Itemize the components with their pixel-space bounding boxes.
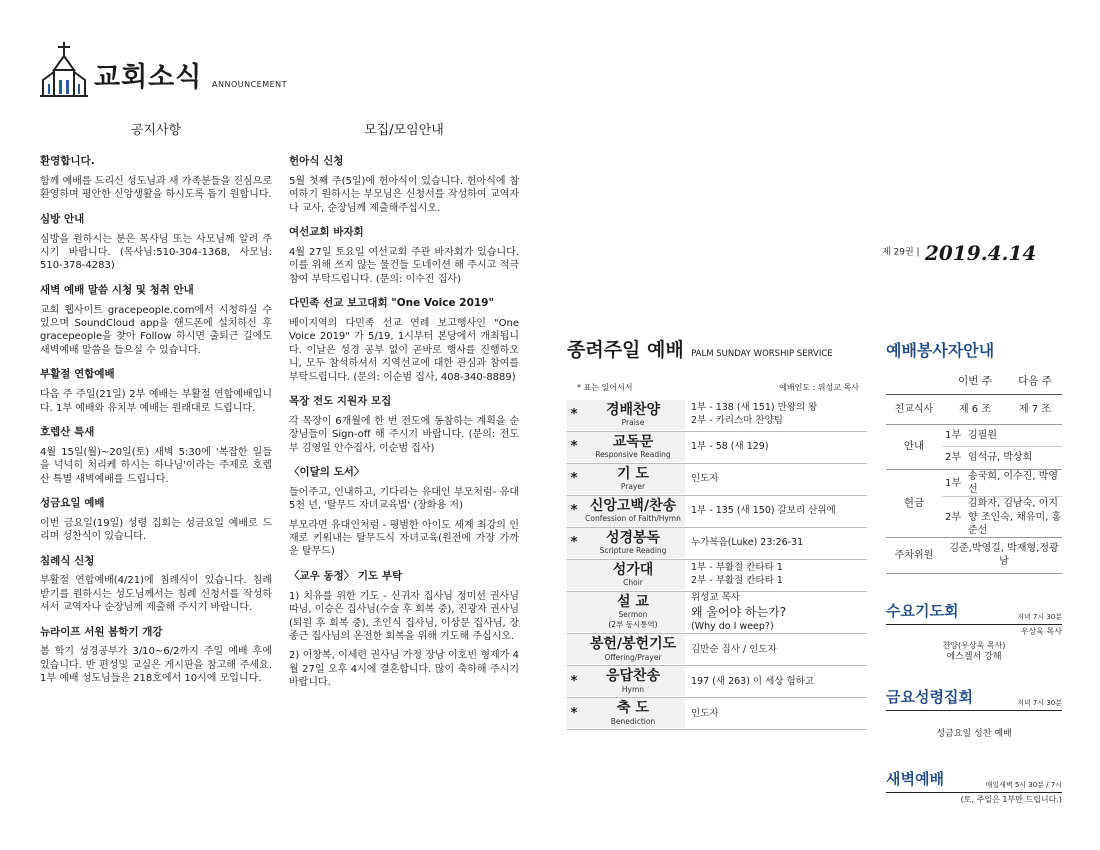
order-name: 응답찬송 [605,668,661,685]
staff-label: 주차위원 [894,549,934,561]
order-eng: Confession of Faith/Hymn [585,513,681,523]
notice-item [40,497,272,544]
order-detail: 2부 - 카리스마 찬양팀 [691,415,783,427]
notice-title: 호렙산 특새 [40,425,95,438]
order-name: 신앙고백/찬송 [589,497,677,514]
order-detail: 김만순 집사 / 인도자 [691,643,777,655]
worship-row [567,698,867,730]
worship-subtitle: PALM SUNDAY WORSHIP SERVICE [691,349,833,359]
order-detail: 위성교 목사 [691,591,740,603]
stand-marker: * [570,535,578,551]
staff-row-parking [886,538,1062,574]
recruit-body: 4월 27일 토요일 여선교회 주관 바자회가 있습니다. 이를 위해 쓰지 않는 물건들 도네이션 해 주시고 적극 참여 부탁드립니다. (문의: 이수진 집사) [289,247,519,285]
order-eng: Benediction [610,716,656,726]
col-next-week: 다음 주 [1018,375,1052,388]
stand-marker: * [570,503,578,519]
recruit-item [289,395,519,455]
stand-marker: * [570,407,578,423]
staff-value: 송국희, 이수진, 박영선 [968,470,1058,496]
staff-row-offering [886,470,1062,538]
staff-value: 제 6 조 [958,403,992,415]
notice-body: 다음 주 주일(21일) 2부 예배는 부활절 연합예배입니다. 1부 예배와 유치부 예배는 원래대로 드립니다. [40,389,272,414]
order-eng: Choir [623,577,643,587]
recruit-body: 1) 치유를 위한 기도 - 신귀자 집사님 정미선 권사님 따님, 이승은 집사님(수술 후 회복 중), 진광자 권사님(퇴원 후 회복 중), 조인식 집사님, 이상문 집사님, 장종근 집사님의 온전한 회복을 위해 기도해 주십시오. 2) 이창복, 이세련 권사님 가정 장남 이호빈 형제가 4월 27일 오후 4시에 결혼합니다. 많이 축하해 주시기 바랍니다. [289,590,519,689]
worship-title: 종려주일 예배 [567,339,684,361]
worship-row [567,496,867,528]
notice-item [40,368,272,415]
recruit-title: 여선교회 바자회 [289,226,364,239]
meeting-line: 에스겔서 강해 [946,651,1002,662]
order-name: 교독문 [612,433,654,450]
order-detail: 1부 - 135 (새 150) 갈보리 산위에 [691,504,836,516]
order-name: 성가대 [612,561,654,578]
recruit-item [289,297,519,384]
worship-row [567,400,867,432]
meeting-note: (토, 주일은 1부만 드립니다.) [960,794,1062,804]
worship-row [567,432,867,464]
worship-table [567,400,867,731]
notice-item [40,213,272,273]
issue-info [882,240,1052,266]
order-eng: Hymn [621,684,645,694]
notice-body: 함께 예배를 드리신 성도님과 새 가족분들을 진심으로 환영하며 평안한 신앙생활을 하시도록 돕기 원합니다. [40,176,272,201]
notice-body: 부활절 연합예배(4/21)에 침례식이 있습니다. 침례 받기를 원하시는 성도님께서는 침례 신청서를 작성하셔서 교역자나 순장님께 제출해 주시기 바랍니다. [40,575,272,614]
notice-item [40,626,272,686]
recruit-item [289,155,519,215]
col-this-week: 이번 주 [958,375,992,388]
issue-date: 2019.4.14 [924,241,1037,265]
church-icon [40,40,88,98]
recruit-title: 〈교우 동정〉 기도 부탁 [289,569,403,582]
worship-row [567,560,867,592]
stand-marker: * [570,471,578,487]
order-detail: 197 (새 263) 이 세상 험하고 [691,675,815,687]
order-detail: 인도자 [691,472,719,484]
standing-note: * 표는 일어서서 [577,383,633,393]
meeting-time: 저녁 7시 30분 [1017,698,1062,707]
staff-value: 김필원 [968,429,997,441]
notice-title: 뉴라이프 서원 봄학기 개강 [40,625,163,638]
worship-row [567,666,867,698]
meeting-time: 저녁 7시 30분 [1017,612,1062,621]
order-detail: (Why do I weep?) [691,620,774,632]
order-detail: 1부 - 138 (새 151) 만왕의 왕 [691,402,818,414]
recruit-item [289,226,519,286]
meeting-line: 찬양(우상욱 목사) [942,641,1006,651]
order-name: 봉헌/봉헌기도 [589,636,677,653]
notice-title: 환영합니다. [40,155,95,168]
meeting-time: 매일새벽 5시 30분 / 7시 [985,780,1062,789]
notice-body: 심방을 원하시는 분은 목사님 또는 사모님께 알려 주시기 바랍니다. (목사님:510-304-1368, 사모님: 510-378-4283) [40,233,272,272]
recruit-item [289,466,519,559]
worship-row [567,592,867,635]
order-detail: 누가복음(Luke) 23:26-31 [691,536,804,548]
order-name: 축 도 [617,700,649,717]
recruit-body: 들어주고, 인내하고, 기다리는 유대인 부모처럼- 유대 5천 년, '탈무드 자녀교육법' (장화용 저) 부모라면 유대인처럼 - 평범한 아이도 세계 최강의 인재로 키워내는 탈무드식 자녀교육(원전에 가장 가까운 탈무드) [289,486,519,558]
order-eng: Sermon [618,609,648,619]
staff-row-usher [886,425,1062,470]
order-detail: 1부 - 58 (새 129) [691,440,769,452]
stand-marker: * [570,673,578,689]
meeting-title: 금요성령집회 [886,688,973,706]
staff-label: 헌금 [903,496,925,509]
order-name: 설 교 [617,593,649,610]
staff-value: 임석규, 박상희 [968,452,1033,464]
notice-body: 4월 15일(월)~20일(토) 새벽 5:30에 '복잡한 일들을 넉넉히 처리케 하시는 하나님'이라는 주제로 호렙산 특별 새벽예배를 드립니다. [40,446,272,485]
notices-heading: 공지사항 [130,123,182,138]
notice-item [40,155,272,202]
staff-value: 김준,박영길, 박재형,정광남 [949,543,1059,568]
order-note: (2부 동시통역) [608,619,658,629]
order-detail: 인도자 [691,707,719,719]
dawn-meeting [886,770,1062,805]
notice-title: 성금요일 예배 [40,496,105,509]
recruit-body: 5월 첫째 주(5일)에 헌아식이 있습니다. 헌아식에 참여하기 원하시는 부모님은 신청서를 작성하여 교역자나 교사, 순장님께 제출해주십시오. [289,176,519,214]
stand-marker: * [570,439,578,455]
staff-label: 친교식사 [894,403,934,415]
issue-number: 제 29권 | [882,247,920,258]
order-name: 성경봉독 [605,529,661,546]
staff-row-fellowship [886,395,1062,425]
notice-item [40,555,272,615]
order-name: 경배찬양 [605,401,661,418]
worship-row [567,528,867,560]
notice-body: 이번 금요일(19일) 성령 집회는 성금요일 예배로 드리며 성찬식이 있습니다. [40,517,272,543]
notice-title: 부활절 연합예배 [40,368,115,381]
recruit-title: 다민족 선교 보고대회 "One Voice 2019" [289,297,494,310]
recruit-title: 헌아식 신청 [289,155,344,168]
staff-value: 제 7 조 [1018,403,1052,415]
notice-item [40,426,272,486]
order-eng: Offering/Prayer [604,652,662,662]
worship-leader: 예배인도 : 위성교 목사 [779,383,859,393]
notices-column [40,122,272,697]
notice-body: 교회 웹사이트 gracepeople.com에서 시청하실 수 있으며 SoundCloud app을 핸드폰에 설치하신 후 gracepeople을 찾아 Follow 하시면 출퇴근 길에도 새벽예배 말씀을 들으실 수 있습니다. [40,304,272,356]
recruit-body: 각 목장이 6개월에 한 번 전도에 동참하는 계획을 순장님들이 Sign-off 해 주시기 바랍니다. (문의: 전도부 김영일 안수집사, 이순범 집사) [289,415,519,454]
meeting-title: 새벽예배 [886,770,944,788]
staff-title: 예배봉사자안내 [886,341,995,360]
staff-sub: 1부 [944,477,962,489]
worship-order [567,338,867,730]
staff-label: 안내 [903,440,925,453]
worship-row [567,634,867,666]
order-eng: Scripture Reading [599,545,667,555]
notice-title: 새벽 예배 말씀 시청 및 청취 안내 [40,283,194,296]
friday-meeting [886,688,1062,741]
order-eng: Prayer [620,481,646,491]
meeting-line: 성금요일 성찬 예배 [936,728,1012,739]
worship-row [567,464,867,496]
recruit-title: 목장 전도 지원자 모집 [289,395,392,408]
wednesday-meeting [886,602,1062,664]
notice-title: 심방 안내 [40,212,85,225]
staff-header [886,375,1062,395]
recruit-column [289,122,519,700]
order-eng: Praise [621,417,645,427]
recruit-title: 〈이달의 도서〉 [289,466,365,479]
service-staff [886,340,1062,574]
staff-sub: 2부 [944,452,962,464]
staff-sub: 2부 [944,511,962,523]
stand-marker: * [570,705,578,721]
notice-title: 침례식 신청 [40,554,95,567]
meeting-pastor: 우상욱 목사 [1020,626,1062,636]
order-detail: 1부 - 부활절 칸타타 1 [691,562,783,574]
recruit-heading: 모집/모임안내 [364,123,444,138]
staff-value: 김화자, 김남숙, 이지향 조인숙, 채유미, 홍준선 [968,498,1062,536]
notice-body: 봄 학기 성경공부가 3/10~6/2까지 주일 예배 후에 있습니다. 반 편성및 교실은 게시판을 참고해 주세요. 1부 예배 성도님들은 218호에서 10시에 모입니다. [40,646,272,685]
order-name: 기 도 [617,465,649,482]
notice-item [40,284,272,357]
order-eng: Responsive Reading [595,449,671,459]
order-detail: 2부 - 부활절 칸타타 1 [691,575,783,587]
staff-sub: 1부 [944,429,962,441]
meeting-title: 수요기도회 [886,602,959,620]
page-header [40,40,340,100]
page-title: 교회소식 [94,62,203,93]
sermon-title: 왜 울어야 하는가? [691,605,787,620]
recruit-body: 베이지역의 다민족 선교 연례 보고행사인 "One Voice 2019" 가 5/19, 1시부터 본당에서 개최됩니다. 이날은 성경 공부 없이 곧바로 행사를 진행하오니, 모두 참석하셔서 지역선교에 대한 관심과 참여를 부탁드립니다. (문의: 이순범 집사, 408-340-8889) [289,318,519,383]
page-subtitle: ANNOUNCEMENT [212,80,288,89]
recruit-item [289,570,519,690]
